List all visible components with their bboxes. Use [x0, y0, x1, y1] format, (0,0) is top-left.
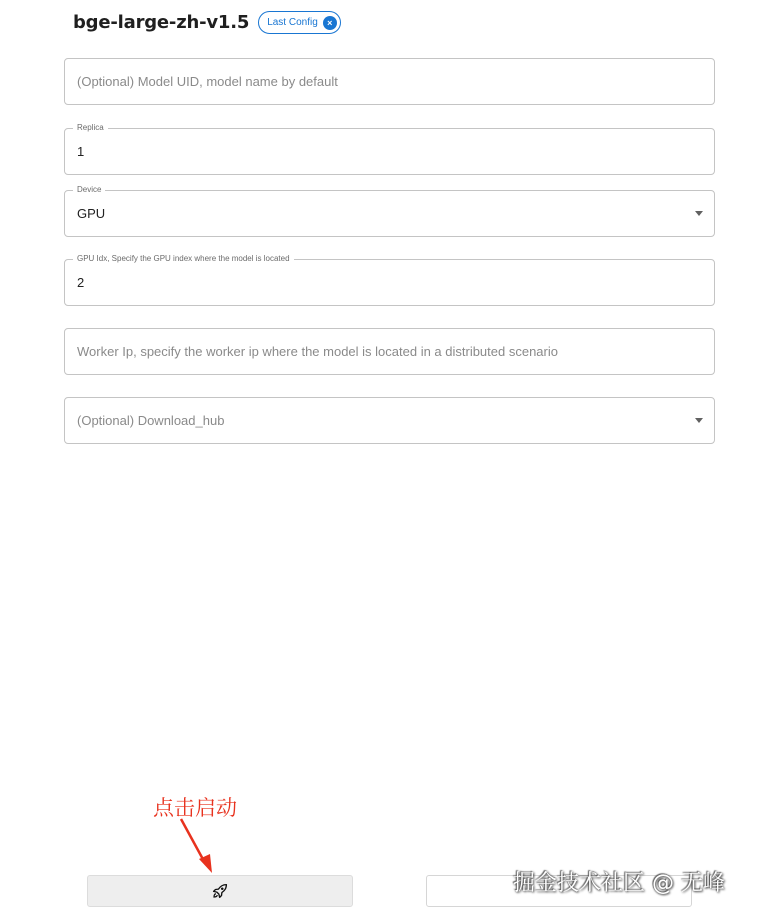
click-to-launch-annotation: 点击启动	[153, 796, 237, 820]
gpu-idx-value: 2	[77, 275, 85, 290]
gpu-idx-input[interactable]	[64, 254, 715, 306]
replica-label: Replica	[73, 123, 108, 133]
launch-button[interactable]	[87, 875, 353, 907]
model-title: bge-large-zh-v1.5	[73, 12, 250, 33]
download-hub-placeholder: (Optional) Download_hub	[77, 413, 225, 428]
worker-ip-placeholder: Worker Ip, specify the worker ip where the model is located in a distributed scenario	[77, 344, 558, 359]
device-select[interactable]	[64, 185, 715, 237]
device-label: Device	[73, 185, 105, 195]
model-header	[73, 11, 341, 34]
last-config-chip[interactable]	[258, 11, 341, 34]
device-value: GPU	[77, 206, 106, 221]
last-config-chip-label: Last Config	[267, 17, 318, 28]
chevron-down-icon[interactable]	[695, 211, 703, 216]
close-icon[interactable]: ×	[323, 16, 337, 30]
gpu-idx-label: GPU Idx, Specify the GPU index where the model is located	[73, 254, 294, 264]
replica-input[interactable]	[64, 123, 715, 175]
replica-value: 1	[77, 144, 85, 159]
model-uid-input[interactable]	[64, 58, 715, 105]
model-uid-placeholder: (Optional) Model UID, model name by default	[77, 74, 338, 89]
annotation-arrow-icon	[175, 815, 215, 875]
download-hub-select[interactable]	[64, 397, 715, 444]
rocket-icon	[211, 882, 229, 900]
chevron-down-icon[interactable]	[695, 418, 703, 423]
watermark: 掘金技术社区 @ 无峰	[513, 871, 725, 896]
worker-ip-input[interactable]	[64, 328, 715, 375]
